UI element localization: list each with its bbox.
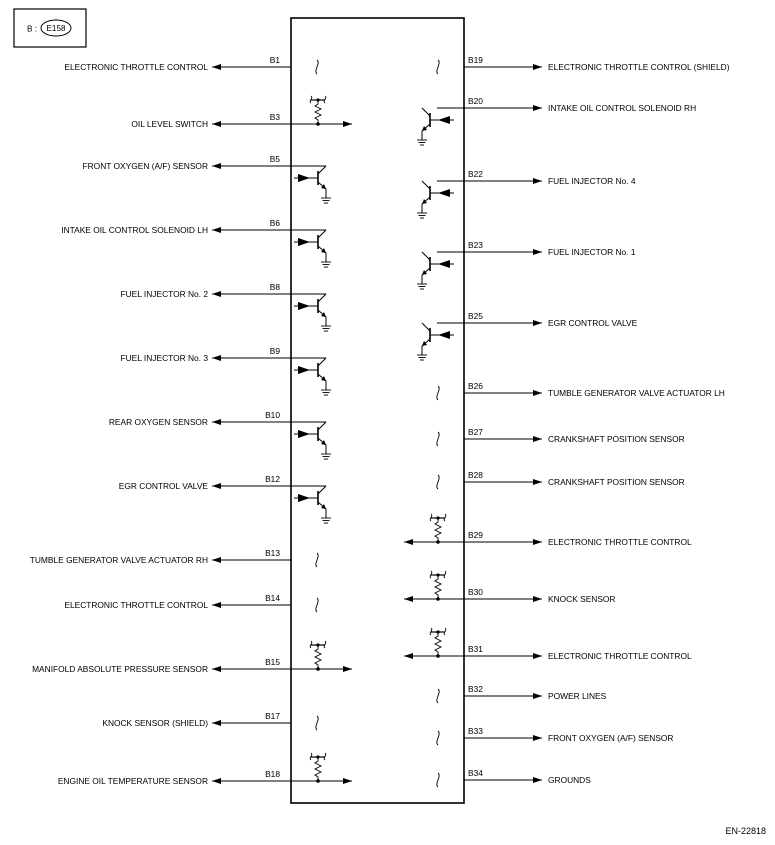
arrow-icon xyxy=(212,355,221,361)
arrow-icon xyxy=(533,320,542,326)
transistor-icon xyxy=(294,358,331,395)
resistor-icon xyxy=(430,571,446,601)
wire-break-icon xyxy=(437,773,439,787)
arrow-icon xyxy=(212,227,221,233)
arrow-icon xyxy=(212,720,221,726)
pin-row-b19 xyxy=(437,55,730,74)
pin-number: B10 xyxy=(265,410,280,420)
transistor-icon xyxy=(417,252,454,289)
pin-row-b22 xyxy=(417,169,636,218)
pin-row-b10 xyxy=(109,410,331,459)
arrow-icon xyxy=(533,735,542,741)
arrow-icon xyxy=(533,178,542,184)
signal-label: FUEL INJECTOR No. 4 xyxy=(548,176,636,186)
signal-label: ELECTRONIC THROTTLE CONTROL xyxy=(64,600,208,610)
signal-label: FUEL INJECTOR No. 3 xyxy=(120,353,208,363)
pin-row-b30 xyxy=(404,571,615,604)
signal-label: ENGINE OIL TEMPERATURE SENSOR xyxy=(57,776,208,786)
wire-break-icon xyxy=(437,60,439,74)
pin-row-b23 xyxy=(417,240,636,289)
pin-number: B26 xyxy=(468,381,483,391)
pin-row-b31 xyxy=(404,628,692,661)
pin-row-b33 xyxy=(437,726,674,745)
pin-row-b26 xyxy=(437,381,725,400)
pin-row-b14 xyxy=(64,593,318,612)
arrow-icon xyxy=(212,483,221,489)
arrow-icon xyxy=(533,653,542,659)
document-id: EN-22818 xyxy=(725,826,766,836)
pin-number: B31 xyxy=(468,644,483,654)
resistor-icon xyxy=(430,514,446,544)
resistor-icon xyxy=(310,753,326,783)
arrow-icon xyxy=(404,539,413,545)
arrow-icon xyxy=(212,666,221,672)
wire-break-icon xyxy=(437,731,439,745)
transistor-icon xyxy=(417,181,454,218)
signal-label: EGR CONTROL VALVE xyxy=(118,481,208,491)
arrow-icon xyxy=(533,596,542,602)
pin-number: B13 xyxy=(265,548,280,558)
wire-break-icon xyxy=(437,386,439,400)
arrow-icon xyxy=(533,539,542,545)
signal-label: FRONT OXYGEN (A/F) SENSOR xyxy=(548,733,674,743)
pin-row-b27 xyxy=(437,427,685,446)
pin-number: B23 xyxy=(468,240,483,250)
pin-number: B5 xyxy=(269,154,280,164)
transistor-icon xyxy=(294,486,331,523)
signal-label: FUEL INJECTOR No. 2 xyxy=(120,289,208,299)
pin-row-b20 xyxy=(417,96,696,145)
arrow-icon xyxy=(533,777,542,783)
pin-number: B29 xyxy=(468,530,483,540)
pin-row-b3 xyxy=(131,96,352,129)
arrow-icon xyxy=(533,390,542,396)
transistor-icon xyxy=(294,230,331,267)
signal-label: MANIFOLD ABSOLUTE PRESSURE SENSOR xyxy=(32,664,208,674)
pin-row-b1 xyxy=(64,55,318,74)
pin-number: B28 xyxy=(468,470,483,480)
arrow-icon xyxy=(533,105,542,111)
pin-number: B20 xyxy=(468,96,483,106)
wire-break-icon xyxy=(316,60,318,74)
arrow-icon xyxy=(212,778,221,784)
arrow-icon xyxy=(343,666,352,672)
pin-row-b29 xyxy=(404,514,692,547)
pin-number: B27 xyxy=(468,427,483,437)
arrow-icon xyxy=(343,778,352,784)
pin-row-b5 xyxy=(83,154,331,203)
left-pin-group xyxy=(30,55,352,786)
pin-number: B18 xyxy=(265,769,280,779)
arrow-icon xyxy=(533,436,542,442)
signal-label: TUMBLE GENERATOR VALVE ACTUATOR RH xyxy=(29,555,208,565)
arrow-icon xyxy=(404,653,413,659)
pin-row-b18 xyxy=(58,753,352,786)
pin-number: B25 xyxy=(468,311,483,321)
pin-row-b25 xyxy=(417,311,638,360)
pin-number: B19 xyxy=(468,55,483,65)
signal-label: EGR CONTROL VALVE xyxy=(548,318,638,328)
resistor-icon xyxy=(430,628,446,658)
signal-label: ELECTRONIC THROTTLE CONTROL xyxy=(548,537,692,547)
arrow-icon xyxy=(212,163,221,169)
signal-label: CRANKSHAFT POSITION SENSOR xyxy=(548,477,685,487)
pin-number: B8 xyxy=(269,282,280,292)
arrow-icon xyxy=(533,249,542,255)
pin-number: B15 xyxy=(265,657,280,667)
arrow-icon xyxy=(533,693,542,699)
transistor-icon xyxy=(294,422,331,459)
arrow-icon xyxy=(212,64,221,70)
right-pin-group xyxy=(404,55,730,787)
resistor-icon xyxy=(310,96,326,126)
arrow-icon xyxy=(533,64,542,70)
pin-number: B34 xyxy=(468,768,483,778)
pin-number: B3 xyxy=(269,112,280,122)
arrow-icon xyxy=(343,121,352,127)
pin-row-b17 xyxy=(102,711,318,730)
resistor-icon xyxy=(310,641,326,671)
wire-break-icon xyxy=(437,432,439,446)
signal-label: ELECTRONIC THROTTLE CONTROL xyxy=(548,651,692,661)
pin-number: B14 xyxy=(265,593,280,603)
signal-label: INTAKE OIL CONTROL SOLENOID RH xyxy=(548,103,697,113)
arrow-icon xyxy=(212,121,221,127)
pin-row-b28 xyxy=(437,470,685,489)
wire-break-icon xyxy=(437,689,439,703)
pin-number: B1 xyxy=(269,55,280,65)
pin-row-b12 xyxy=(119,474,331,523)
signal-label: KNOCK SENSOR xyxy=(548,594,616,604)
pin-row-b8 xyxy=(121,282,332,331)
pin-number: B22 xyxy=(468,169,483,179)
wire-break-icon xyxy=(316,598,318,612)
arrow-icon xyxy=(533,479,542,485)
pin-number: B33 xyxy=(468,726,483,736)
arrow-icon xyxy=(404,596,413,602)
signal-label: KNOCK SENSOR (SHIELD) xyxy=(102,718,208,728)
transistor-icon xyxy=(417,323,454,360)
connector-prefix: B : xyxy=(27,24,38,34)
pin-number: B17 xyxy=(265,711,280,721)
connector-id: E158 xyxy=(46,24,66,33)
pin-row-b9 xyxy=(121,346,332,395)
pin-number: B12 xyxy=(265,474,280,484)
signal-label: OIL LEVEL SWITCH xyxy=(131,119,208,129)
signal-label: ELECTRONIC THROTTLE CONTROL (SHIELD) xyxy=(548,62,730,72)
arrow-icon xyxy=(212,602,221,608)
transistor-icon xyxy=(417,108,454,145)
arrow-icon xyxy=(212,557,221,563)
pin-row-b34 xyxy=(437,768,591,787)
arrow-icon xyxy=(212,419,221,425)
signal-label: INTAKE OIL CONTROL SOLENOID LH xyxy=(61,225,208,235)
pin-number: B32 xyxy=(468,684,483,694)
pin-row-b13 xyxy=(30,548,318,567)
signal-label: TUMBLE GENERATOR VALVE ACTUATOR LH xyxy=(548,388,725,398)
wire-break-icon xyxy=(437,475,439,489)
arrow-icon xyxy=(212,291,221,297)
signal-label: CRANKSHAFT POSITION SENSOR xyxy=(548,434,685,444)
signal-label: REAR OXYGEN SENSOR xyxy=(108,417,208,427)
pin-row-b32 xyxy=(437,684,607,703)
transistor-icon xyxy=(294,294,331,331)
pin-number: B9 xyxy=(269,346,280,356)
signal-label: GROUNDS xyxy=(548,775,591,785)
pin-number: B30 xyxy=(468,587,483,597)
wire-break-icon xyxy=(316,553,318,567)
signal-label: FRONT OXYGEN (A/F) SENSOR xyxy=(82,161,208,171)
signal-label: ELECTRONIC THROTTLE CONTROL xyxy=(64,62,208,72)
ecm-body xyxy=(291,18,464,803)
signal-label: POWER LINES xyxy=(548,691,607,701)
transistor-icon xyxy=(294,166,331,203)
signal-label: FUEL INJECTOR No. 1 xyxy=(548,247,636,257)
pin-row-b15 xyxy=(32,641,352,674)
wire-break-icon xyxy=(316,716,318,730)
pin-number: B6 xyxy=(269,218,280,228)
